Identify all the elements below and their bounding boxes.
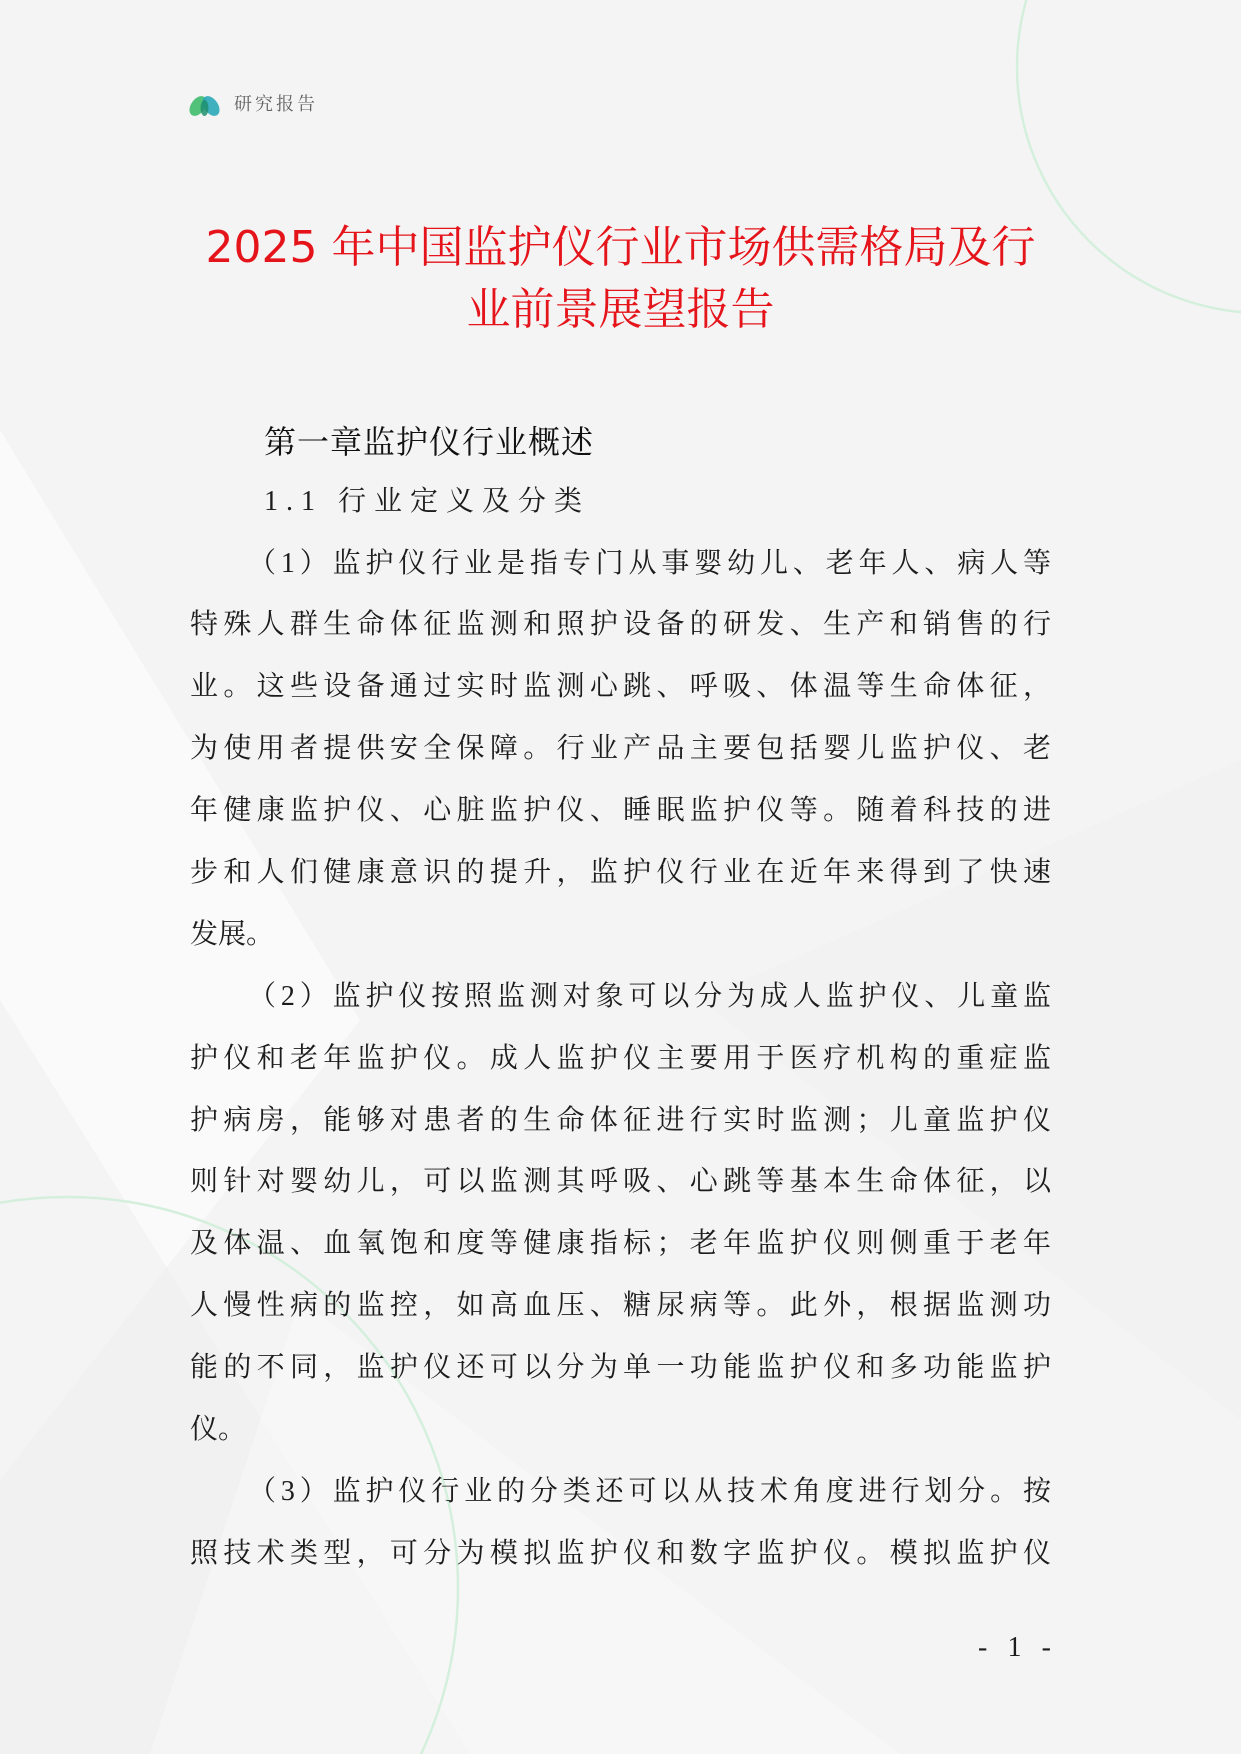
- paragraph-line: （1）监护仪行业是指专门从事婴幼儿、老年人、病人等: [248, 548, 1051, 579]
- paragraph-line: 年健康监护仪、心脏监护仪、睡眠监护仪等。随着科技的进: [190, 795, 1051, 826]
- paragraph-line: 能的不同，监护仪还可以分为单一功能监护仪和多功能监护: [190, 1352, 1051, 1383]
- title-line: 2025 年中国监护仪行业市场供需格局及行: [205, 222, 1036, 273]
- section-heading: 1.1 行业定义及分类: [264, 486, 591, 517]
- page-number: - 1 -: [978, 1632, 1051, 1663]
- paragraph-line: 步和人们健康意识的提升，监护仪行业在近年来得到了快速: [190, 857, 1051, 888]
- paragraph-line: 为使用者提供安全保障。行业产品主要包括婴儿监护仪、老: [190, 733, 1051, 764]
- paragraph-line: 发展。: [190, 919, 275, 950]
- chapter-heading: 第一章监护仪行业概述: [264, 423, 595, 461]
- paragraph-line: 及体温、血氧饱和度等健康指标；老年监护仪则侧重于老年: [190, 1228, 1051, 1259]
- header-label: 研究报告: [234, 94, 318, 115]
- report-logo-icon: [188, 89, 221, 122]
- paragraph-line: 护病房，能够对患者的生命体征进行实时监测；儿童监护仪: [190, 1105, 1051, 1136]
- paragraph-line: 护仪和老年监护仪。成人监护仪主要用于医疗机构的重症监: [190, 1043, 1051, 1074]
- paragraph-line: 仪。: [190, 1414, 247, 1445]
- title-line: 业前景展望报告: [466, 284, 775, 335]
- paragraph-line: 人慢性病的监控，如高血压、糖尿病等。此外，根据监测功: [190, 1290, 1051, 1321]
- paragraph-line: 业。这些设备通过实时监测心跳、呼吸、体温等生命体征，: [190, 671, 1051, 702]
- paragraph-line: 照技术类型，可分为模拟监护仪和数字监护仪。模拟监护仪: [190, 1538, 1051, 1569]
- paragraph-line: 则针对婴幼儿，可以监测其呼吸、心跳等基本生命体征，以: [190, 1166, 1051, 1197]
- paragraph-line: 特殊人群生命体征监测和照护设备的研发、生产和销售的行: [190, 609, 1051, 640]
- paragraph-line: （3）监护仪行业的分类还可以从技术角度进行划分。按: [248, 1476, 1051, 1507]
- paragraph-line: （2）监护仪按照监测对象可以分为成人监护仪、儿童监: [248, 981, 1051, 1012]
